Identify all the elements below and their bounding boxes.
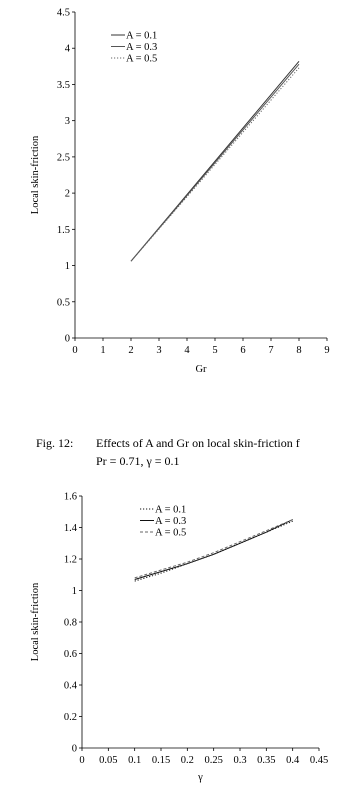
y-tick-label: 2 bbox=[64, 188, 70, 200]
y-axis-label: Local skin-friction bbox=[30, 582, 41, 662]
y-tick-label: 0.8 bbox=[63, 617, 77, 629]
x-axis-label: γ bbox=[198, 772, 203, 783]
legend-label-2: A = 0.3 bbox=[155, 516, 187, 527]
x-tick-label: 9 bbox=[324, 345, 330, 356]
legend-label-2: A = 0.3 bbox=[126, 42, 158, 53]
y-tick-label: 1 bbox=[64, 261, 70, 273]
y-tick-label: 4.5 bbox=[56, 7, 70, 19]
y-tick-label: 3.5 bbox=[56, 79, 70, 91]
y-tick-label: 1.2 bbox=[63, 554, 77, 566]
plot-area bbox=[64, 492, 328, 767]
x-tick-label: 0 bbox=[72, 345, 78, 356]
y-tick-label: 0 bbox=[64, 333, 70, 345]
x-tick-label: 0.35 bbox=[257, 755, 276, 766]
x-tick-label: 0.2 bbox=[180, 755, 194, 766]
y-tick-label: 1 bbox=[71, 586, 77, 597]
y-tick-label: 0 bbox=[71, 743, 77, 755]
caption-line-1: Effects of A and Gr on local skin-friction f bbox=[96, 436, 300, 450]
y-tick-label: 0.2 bbox=[63, 712, 77, 723]
legend-label-1: A = 0.1 bbox=[155, 504, 187, 516]
x-axis-label: Gr bbox=[195, 364, 207, 375]
x-tick-label: 0.1 bbox=[128, 755, 142, 766]
x-tick-label: 4 bbox=[184, 345, 190, 356]
caption-line-2: Pr = 0.71, γ = 0.1 bbox=[96, 454, 180, 468]
y-tick-label: 4 bbox=[64, 43, 70, 55]
x-tick-label: 1 bbox=[100, 345, 106, 356]
caption-label: Fig. 12: bbox=[36, 436, 74, 450]
y-tick-label: 0.5 bbox=[56, 297, 70, 309]
x-tick-label: 0.25 bbox=[204, 755, 223, 766]
series-line-2 bbox=[131, 64, 299, 261]
y-tick-label: 0.4 bbox=[63, 680, 77, 692]
y-tick-label: 1.6 bbox=[63, 491, 77, 503]
x-tick-label: 7 bbox=[268, 345, 274, 356]
x-tick-label: 0.3 bbox=[233, 755, 247, 766]
y-tick-label: 3 bbox=[64, 116, 70, 128]
figure-caption bbox=[36, 434, 336, 470]
x-tick-label: 0 bbox=[79, 755, 85, 766]
legend-label-3: A = 0.5 bbox=[126, 53, 158, 65]
y-tick-label: 1.5 bbox=[56, 224, 70, 236]
x-tick-label: 0.15 bbox=[151, 755, 171, 766]
x-tick-label: 2 bbox=[128, 345, 134, 356]
x-tick-label: 0.4 bbox=[286, 755, 300, 766]
plot-area bbox=[57, 8, 330, 357]
y-tick-label: 2.5 bbox=[56, 152, 70, 164]
x-tick-label: 6 bbox=[240, 345, 246, 356]
x-tick-label: 5 bbox=[212, 345, 218, 356]
y-axis-label: Local skin-friction bbox=[30, 135, 41, 215]
x-tick-label: 0.05 bbox=[99, 755, 118, 766]
y-tick-label: 1.4 bbox=[63, 523, 77, 534]
legend-label-1: A = 0.1 bbox=[126, 30, 158, 42]
x-tick-label: 3 bbox=[156, 345, 162, 356]
chart-gamma bbox=[0, 482, 337, 792]
y-tick-label: 0.6 bbox=[63, 649, 77, 660]
x-tick-label: 8 bbox=[296, 345, 302, 356]
legend-label-3: A = 0.5 bbox=[155, 527, 187, 539]
x-tick-label: 0.45 bbox=[309, 755, 329, 766]
